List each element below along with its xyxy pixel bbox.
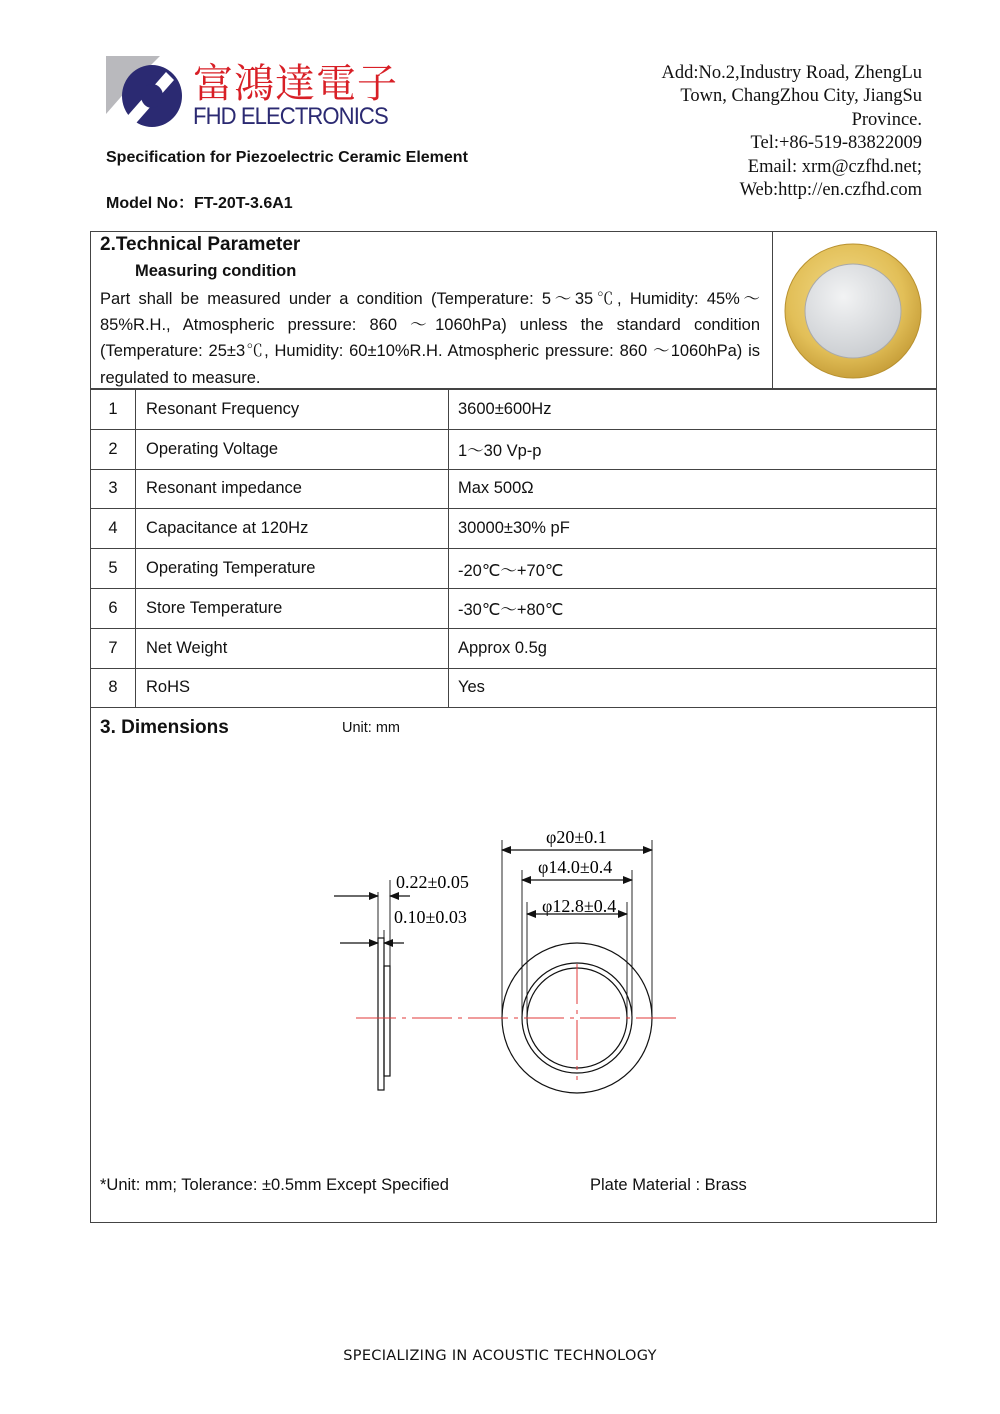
- plate-thickness-label: 0.10±0.03: [394, 907, 467, 927]
- dimensions-heading: 3. Dimensions: [100, 717, 229, 738]
- phone-line: Tel:+86-519-83822009: [750, 133, 922, 154]
- param-name: Operating Temperature: [136, 549, 449, 589]
- model-number: Model No：FT-20T-3.6A1: [106, 195, 293, 212]
- param-number: 4: [91, 509, 136, 549]
- company-name-chinese: 富鴻達電子: [193, 61, 398, 107]
- table-row: [91, 390, 937, 430]
- table-row: [91, 469, 937, 509]
- table-row: [91, 509, 937, 549]
- total-thickness-label: 0.22±0.05: [396, 872, 469, 892]
- param-value: 3600±600Hz: [449, 390, 937, 430]
- param-value: 1～30 Vp-p: [449, 429, 937, 469]
- table-row: [91, 549, 937, 589]
- email-line: Email: xrm@czfhd.net;: [747, 156, 922, 177]
- web-line: Web:http://en.czfhd.com: [739, 180, 922, 201]
- param-value: Approx 0.5g: [449, 628, 937, 668]
- electrode-diameter-label: φ12.8±0.4: [542, 896, 617, 916]
- param-name: Store Temperature: [136, 588, 449, 628]
- ceramic-diameter-label: φ14.0±0.4: [538, 857, 613, 877]
- company-name-english: FHD ELECTRONICS: [193, 103, 388, 130]
- address-line: Province.: [851, 109, 922, 130]
- measuring-condition-heading: Measuring condition: [135, 262, 297, 280]
- param-number: 1: [91, 390, 136, 430]
- tolerance-note: *Unit: mm; Tolerance: ±0.5mm Except Specified: [100, 1176, 449, 1194]
- param-value: -30℃～+80℃: [449, 588, 937, 628]
- measuring-condition-text: Part shall be measured under a condition (Temperature: 5～35℃, Humidity: 45%～85%R.H., Atmospheric pressure: 860 ～1060hPa) unless the standard condition (Temperature: 25±3℃, Humidity: 60±10%R.H. Atmospheric pressure: 860 ～1060hPa) is regulated to measure.: [100, 290, 760, 387]
- param-number: 7: [91, 628, 136, 668]
- param-name: Resonant impedance: [136, 469, 449, 509]
- plate-material: Plate Material : Brass: [590, 1176, 747, 1194]
- table-row: [91, 588, 937, 628]
- dimensions-unit: Unit: mm: [342, 720, 400, 736]
- param-name: Operating Voltage: [136, 429, 449, 469]
- param-value: Max 500Ω: [449, 469, 937, 509]
- product-photo-cell: [773, 231, 937, 389]
- param-number: 3: [91, 469, 136, 509]
- param-number: 6: [91, 588, 136, 628]
- param-name: Net Weight: [136, 628, 449, 668]
- param-value: -20℃～+70℃: [449, 549, 937, 589]
- address-line: Add:No.2,Industry Road, ZhengLu: [661, 63, 922, 83]
- dimension-drawing: [320, 810, 700, 1110]
- param-number: 2: [91, 429, 136, 469]
- company-logo-mark: [104, 52, 186, 130]
- outer-diameter-label: φ20±0.1: [546, 827, 607, 847]
- table-row: [91, 668, 937, 708]
- param-name: Capacitance at 120Hz: [136, 509, 449, 549]
- address-line: Town, ChangZhou City, JiangSu: [680, 86, 922, 107]
- param-value: Yes: [449, 668, 937, 708]
- param-value: 30000±30% pF: [449, 509, 937, 549]
- brass-plate-side: [378, 938, 384, 1090]
- company-address: [661, 62, 922, 202]
- param-name: Resonant Frequency: [136, 390, 449, 430]
- product-photo: [773, 231, 937, 389]
- param-number: 5: [91, 549, 136, 589]
- table-row: [91, 429, 937, 469]
- param-number: 8: [91, 668, 136, 708]
- document-title: Specification for Piezoelectric Ceramic Element: [106, 149, 468, 166]
- footer-slogan: SPECIALIZING IN ACOUSTIC TECHNOLOGY: [343, 1348, 657, 1364]
- param-name: RoHS: [136, 668, 449, 708]
- ceramic-layer-side: [384, 966, 390, 1076]
- table-row: [91, 628, 937, 668]
- technical-parameter-heading: 2.Technical Parameter: [100, 234, 301, 255]
- parameter-table: [90, 389, 937, 708]
